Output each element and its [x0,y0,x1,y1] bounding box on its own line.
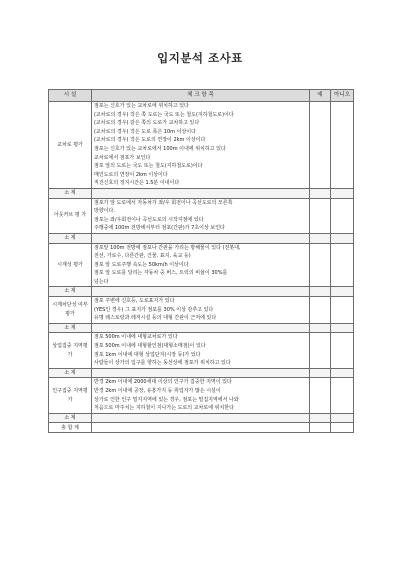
yes-cell[interactable] [310,102,331,189]
subtotal-yes-cell[interactable] [310,287,331,297]
header-no: 아니오 [331,90,354,102]
check-item: 점포가 앞 도로에서 자동차가 좌/우 회전이나 곡선도로의 모른쪽 [94,199,233,206]
check-item: (교차로의 경우) 작은 쪽 도로는 국도 또는 철도(지하철도로)이다 [94,111,234,118]
document-title: 입지분석 조사표 [157,51,243,65]
no-cell[interactable] [331,198,354,233]
check-item: 점포앞 100m 전방에 점포나 간판을 가리는 방해물이 있다 (전봇대, [94,244,241,251]
subtotal-row [49,287,354,297]
section-check-items [92,198,310,233]
yes-cell[interactable] [310,297,331,324]
section-row [49,198,354,233]
subtotal-value[interactable] [92,233,310,243]
check-item: 유명 레스토랑과 레저시설 등의 대형 간판이 근처에 있다 [94,315,217,322]
check-item: 점포 주변에 신호등, 도로표지가 있다 [94,298,175,305]
grand-total-value[interactable] [92,423,310,433]
subtotal-label: 소 계 [49,323,92,333]
section-category: 아웃커브 평 가 [49,198,92,233]
check-item: 주행중에 100m 전방에서부터 점포(간판)가 7초이상 보인다 [94,225,225,232]
subtotal-yes-cell[interactable] [310,323,331,333]
grand-total-no-cell[interactable] [331,423,354,433]
check-item: 사람들이 상가의 입구를 향하는 동선상에 점포가 위치하고 있다 [94,360,231,367]
section-row [49,333,354,368]
check-item: (교차로의 경우) 같은 쪽의 도로가 교차하고 있다 [94,120,200,127]
subtotal-value[interactable] [92,287,310,297]
check-item: (교차로의 경우) 작은 도로의 연장이 2km 이상이다 [94,137,206,144]
header-category: 시 설 [49,90,92,102]
section-check-items [92,102,310,189]
subtotal-yes-cell[interactable] [310,233,331,243]
subtotal-row [49,413,354,423]
check-item: 점포 앞 도로를 달리는 자동차 중 버스, 트럭의 비율이 30%를 [94,270,228,277]
yes-cell[interactable] [310,333,331,368]
check-item: 넘는다 [94,278,109,285]
check-item: 점포 500m 이내에 대형할인점(대형소매점)이 있다 [94,343,206,350]
section-row [49,102,354,189]
yes-cell[interactable] [310,378,331,413]
subtotal-row [49,368,354,378]
no-cell[interactable] [331,378,354,413]
subtotal-value[interactable] [92,323,310,333]
subtotal-row [49,188,354,198]
table-body [49,102,354,433]
section-category: 교차로 평가 [49,102,92,189]
subtotal-value[interactable] [92,413,310,423]
grand-total-label: 총 합 계 [49,423,92,433]
subtotal-value[interactable] [92,368,310,378]
yes-cell[interactable] [310,198,331,233]
no-cell[interactable] [331,102,354,189]
subtotal-row [49,233,354,243]
grand-total-yes-cell[interactable] [310,423,331,433]
section-category: 인구집중 지역평가 [49,378,92,413]
check-item: 방향이다. [94,208,115,215]
check-item: 상가로 인한 인구 밀지지역에 있는 경우, 점포는 밀집지역에서 나와 [94,396,239,403]
yes-cell[interactable] [310,243,331,287]
header-yes: 예 [310,90,331,102]
check-item: 처음으로 마주치는 지하철이 지나가는 도로의 교차로에 위치한다 [94,405,234,412]
subtotal-label: 소 계 [49,188,92,198]
check-item: (YES인 경우) 그 표지가 점포를 30% 이상 감추고 있다 [94,306,214,313]
section-category: 시계차단성 여부평가 [49,297,92,324]
section-category: 상업집중 지역평가 [49,333,92,368]
grand-total-row [49,423,354,433]
check-item: 반경 2km 이내에 2000세대 이상의 인구가 집중한 지역이 있다 [94,379,232,386]
subtotal-label: 소 계 [49,368,92,378]
check-item: (교차로의 경우) 작은 도로 폭은 10m 이상이다 [94,128,196,135]
no-cell[interactable] [331,243,354,287]
no-cell[interactable] [331,297,354,324]
check-item: 점포 500m 이내에 대형교차로가 있다 [94,334,178,341]
subtotal-no-cell[interactable] [331,287,354,297]
check-item: 직진신호의 정지시간은 1.5분 이내이다 [94,180,180,187]
check-item: 점포 앞의 도로는 국도 또는 철도(지하철도로)이다 [94,163,203,170]
no-cell[interactable] [331,333,354,368]
table-header-row [49,90,354,102]
section-row [49,378,354,413]
survey-table [48,89,354,433]
check-item: 점포는 신호가 있는 교차로에서 100m 이내에 위치하고 있다 [94,145,226,152]
subtotal-row [49,323,354,333]
check-item: 점포는 좌/우회전이나 곡선도로의 시작지점에 있다 [94,216,204,223]
subtotal-no-cell[interactable] [331,323,354,333]
subtotal-label: 소 계 [49,413,92,423]
subtotal-no-cell[interactable] [331,413,354,423]
check-item: 교차로에서 점포가 보인다 [94,154,151,161]
section-check-items [92,333,310,368]
section-check-items [92,378,310,413]
subtotal-no-cell[interactable] [331,368,354,378]
subtotal-no-cell[interactable] [331,233,354,243]
subtotal-yes-cell[interactable] [310,413,331,423]
header-check-items: 체 크 항 목 [92,90,310,102]
subtotal-value[interactable] [92,188,310,198]
section-row [49,243,354,287]
section-row [49,297,354,324]
check-item: 점포 앞 도로주행 속도는 50km/h 이상이다 [94,261,189,268]
subtotal-yes-cell[interactable] [310,368,331,378]
subtotal-label: 소 계 [49,287,92,297]
check-item: 반경 2km 이내에 공장, 유흥가지 등 취업자가 많은 시설이 [94,388,221,394]
subtotal-yes-cell[interactable] [310,188,331,198]
check-item: 점포 1km 이내에 대형 상업단지(시장 등)가 있다 [94,351,201,358]
check-item: 메인도로의 연장이 2km 이상이다 [94,171,168,178]
section-category: 시계성 평가 [49,243,92,287]
subtotal-no-cell[interactable] [331,188,354,198]
section-check-items [92,297,310,324]
check-item: 전선, 가로수, 다른간판, 건물, 표지, 육교 등) [94,253,191,260]
section-check-items [92,243,310,287]
subtotal-label: 소 계 [49,233,92,243]
check-item: 점포는 신호가 있는 교차로에 위치하고 있다 [94,103,189,109]
